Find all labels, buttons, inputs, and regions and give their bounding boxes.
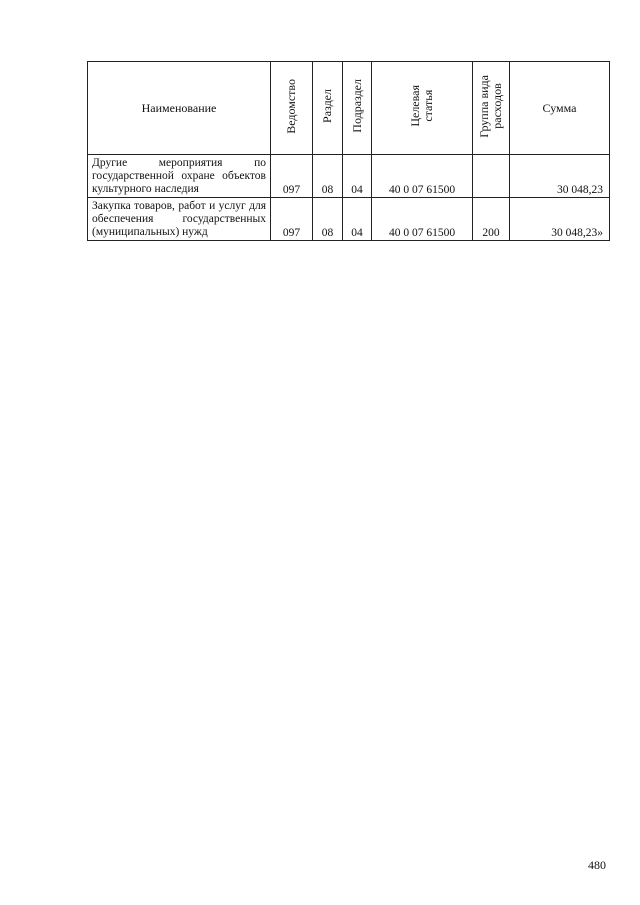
budget-table	[87, 61, 610, 241]
header-summa	[510, 62, 610, 155]
cell-razdel: 08	[313, 198, 343, 241]
header-summa-label: Сумма	[542, 100, 577, 115]
header-celevaya	[372, 62, 473, 155]
header-vedomstvo	[271, 62, 313, 155]
cell-vedomstvo: 097	[271, 155, 313, 198]
table-header	[88, 62, 610, 155]
cell-name: Закупка товаров, работ и услуг для обеспечения государственных (муниципальных) нужд	[88, 198, 271, 241]
table-row	[88, 198, 610, 241]
cell-gruppa: 200	[473, 198, 510, 241]
header-podrazdel	[343, 62, 372, 155]
header-name-label: Наименование	[141, 100, 217, 115]
header-name	[88, 62, 271, 155]
cell-razdel: 08	[313, 155, 343, 198]
cell-vedomstvo: 097	[271, 198, 313, 241]
cell-name: Другие мероприятия по государственной охране объектов культурного наследия	[88, 155, 271, 198]
cell-celevaya: 40 0 07 61500	[372, 155, 473, 198]
header-podrazdel-label: Подраздел	[349, 79, 364, 133]
cell-celevaya: 40 0 07 61500	[372, 198, 473, 241]
header-gruppa	[473, 62, 510, 155]
header-vedomstvo-label: Ведомство	[284, 78, 298, 134]
page-number: 480	[588, 858, 606, 872]
header-razdel-label: Раздел	[320, 89, 334, 123]
header-razdel	[313, 62, 343, 155]
header-gruppa-label: Группа вида расходов	[477, 74, 504, 138]
cell-summa: 30 048,23	[510, 155, 610, 198]
cell-summa: 30 048,23»	[510, 198, 610, 241]
table-body	[88, 155, 610, 241]
table-row	[88, 155, 610, 198]
cell-podrazdel: 04	[343, 155, 372, 198]
cell-podrazdel: 04	[343, 198, 372, 241]
header-celevaya-label: Целевая статья	[408, 85, 435, 127]
cell-gruppa	[473, 155, 510, 198]
